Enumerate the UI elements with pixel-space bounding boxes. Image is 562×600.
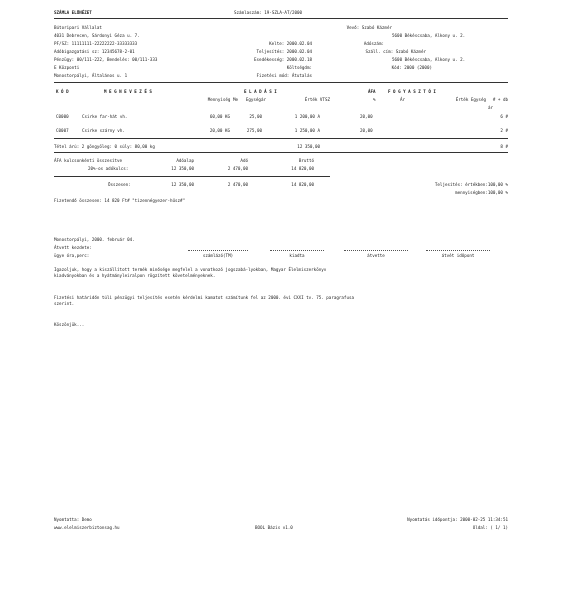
row-unit-price: 25,00 [249, 114, 262, 119]
vat-total-label: Összesen: [108, 182, 131, 187]
vat-total-brutto: 14 820,00 [291, 182, 314, 187]
header-hash-db: # + db [492, 97, 508, 102]
buyer-address: 5600 Békéscsaba, Alkony u. 2. [392, 33, 466, 38]
header-divider [54, 18, 508, 19]
header-ar: Ár [400, 97, 406, 102]
shipping-name: Száll. cím: Szabó Kázmér [365, 49, 426, 54]
date-teljesites: Teljesítés: 2000.02.04 [256, 49, 312, 54]
divider-1 [54, 82, 508, 83]
header-megnevezes: M E G N E V E Z É S [104, 89, 152, 94]
payable-total: Fizetendő összesen: 14 820 Ft# "tizennégyezer-hűsz#" [54, 198, 186, 203]
header-eladasi: E L A D Á S I [244, 89, 277, 94]
row-vat: 20,00 [360, 114, 373, 119]
row-value: 1 200,00 A [294, 114, 320, 119]
signature-invoicer: számlázó(TM) [202, 253, 234, 258]
certification-paragraph: Igazoljuk, hogy a kiszállított termék minősége megfelel a vonatkozó jogszabá-lyokban, Magyar Élelmiszerkönyv kiadványokban és a hyátmányleiralpon rögzített követelményeknek. [54, 267, 327, 278]
vat-total-adoalap: 12 350,00 [171, 182, 194, 187]
page-number: Oldal: ( 1/ 1) [472, 525, 508, 530]
vat-divider [54, 176, 330, 177]
row-name: Csirke szárny vh. [82, 128, 125, 133]
signature-issued: kiadta [289, 253, 305, 258]
items-summary: Tétel árú: 2 göngyöleg: 0 súly: 80,00 kg [54, 144, 155, 149]
divider-3 [54, 152, 508, 153]
row-tail: 6 # [500, 114, 508, 119]
document-type: SZÁMLA ELŐNÉZET [54, 10, 92, 15]
vat-row-adoalap: 12 350,00 [171, 166, 194, 171]
header-fogyasztoi: F O G Y A S Z T Ó I [388, 89, 436, 94]
date-esedekesseg: Esedékesség: 2000.02.18 [254, 57, 312, 62]
row-quantity: 60,00 KG [209, 114, 230, 119]
header-pct: % [373, 97, 376, 102]
shipping-address: 5600 Békéscsaba, Alkony u. 2. [392, 57, 466, 62]
date-kelte: Kelte: 2000.02.04 [269, 41, 312, 46]
printed-time: Nyomtatás időpontja: 2000-02-25 11:34:51 [407, 517, 508, 522]
seller-name: Bútoripari Vállalat [54, 25, 102, 30]
buyer-tax-number: Adószám: [363, 41, 384, 46]
row-quantity: 20,00 KG [209, 128, 230, 133]
header-egysegar: Egységár [245, 97, 266, 102]
time-label: ügye óra,perc: [54, 253, 90, 258]
seller-address: 4031 Debrecen, Sárdonyi Géza u. 7. [54, 33, 140, 38]
received-label: Átvett kezdete: [54, 245, 92, 250]
header-ertek-vtsz: Érték VTSZ [304, 97, 330, 102]
header-afa: ÁFA [368, 89, 376, 94]
date-kollection: Költségdm: [286, 65, 312, 70]
seller-bank: PF/SZ: 11111111-22222222-33333333 [54, 41, 138, 46]
buyer-code: Kód: 2000 (2000) [391, 65, 432, 70]
signature-line-4 [426, 250, 490, 251]
signature-received: átvette [367, 253, 385, 258]
signature-line-1 [188, 250, 248, 251]
header-kod: K Ó D [56, 89, 69, 94]
header-ertek-egyseg: Érték Egység [455, 97, 486, 102]
row-code: C0000 [56, 114, 69, 119]
invoice-number: Számlaszám: 19-SZLA-AT/2000 [234, 10, 303, 15]
vat-total-ado: 2 470,00 [227, 182, 248, 187]
vat-row-label: 20%-os adókulcs: [88, 166, 129, 171]
vat-col-adoalap: Adóalap [176, 158, 194, 163]
signature-line-3 [344, 250, 408, 251]
fulfillment-quantity: mennyiségben:100,00 % [455, 190, 508, 195]
vat-row-brutto: 14 820,00 [291, 166, 314, 171]
vat-col-label: ÁFA kulcsonkénti összesítve [54, 158, 123, 163]
software-version: BOOL Bázis v1.0 [255, 525, 293, 530]
divider-2 [54, 138, 508, 139]
seller-bank-account: Pénzügy: 00/111-222, Bendelés: 00/111-333 [54, 57, 158, 62]
website-link[interactable]: www.elelmiszerbiztonsag.hu [54, 525, 120, 530]
vat-col-ado: Adó [240, 158, 248, 163]
items-tail: 8 # [500, 144, 508, 149]
buyer-name: Vevő: Szabó Kázmér [346, 25, 392, 30]
seller-office: E Központi [54, 65, 80, 70]
printed-by: Nyomtatta: Demo [54, 517, 92, 522]
signature-received-time: átvét időpont [441, 253, 475, 258]
fulfillment-value: Teljesítés: értékben:100,00 % [434, 182, 508, 187]
vat-col-brutto: Bruttó [298, 158, 314, 163]
header-mennyiseg: Mennyiség Me [207, 97, 238, 102]
row-unit-price: 275,00 [246, 128, 262, 133]
vat-row-ado: 2 470,00 [227, 166, 248, 171]
row-code: C0007 [56, 128, 69, 133]
place-date: Monostorpályi, 2000. február 04. [54, 237, 135, 242]
row-tail: 2 # [500, 128, 508, 133]
items-sum: 12 350,00 [297, 144, 320, 149]
row-name: Csirke far-hát vh. [82, 114, 128, 119]
payment-method: Fizetési mód: Átutalás [256, 73, 312, 78]
thank-you: Köszönjük... [54, 322, 85, 327]
seller-city: Monostorpályi, Általános u. 1 [54, 73, 128, 78]
late-payment-paragraph: Fizetési határidőn túli pénzügyi teljesítés esetén kérdelmi kamatot számítunk fel az 2000. évi CXXI tv. 75. paragrafusa szerint. [54, 295, 355, 306]
row-vat: 20,00 [360, 128, 373, 133]
seller-tax: Adóbigazgatási sz: 12345678-2-01 [54, 49, 135, 54]
signature-line-2 [270, 250, 324, 251]
header-ar2: ár [488, 105, 494, 110]
row-value: 1 250,00 A [294, 128, 320, 133]
